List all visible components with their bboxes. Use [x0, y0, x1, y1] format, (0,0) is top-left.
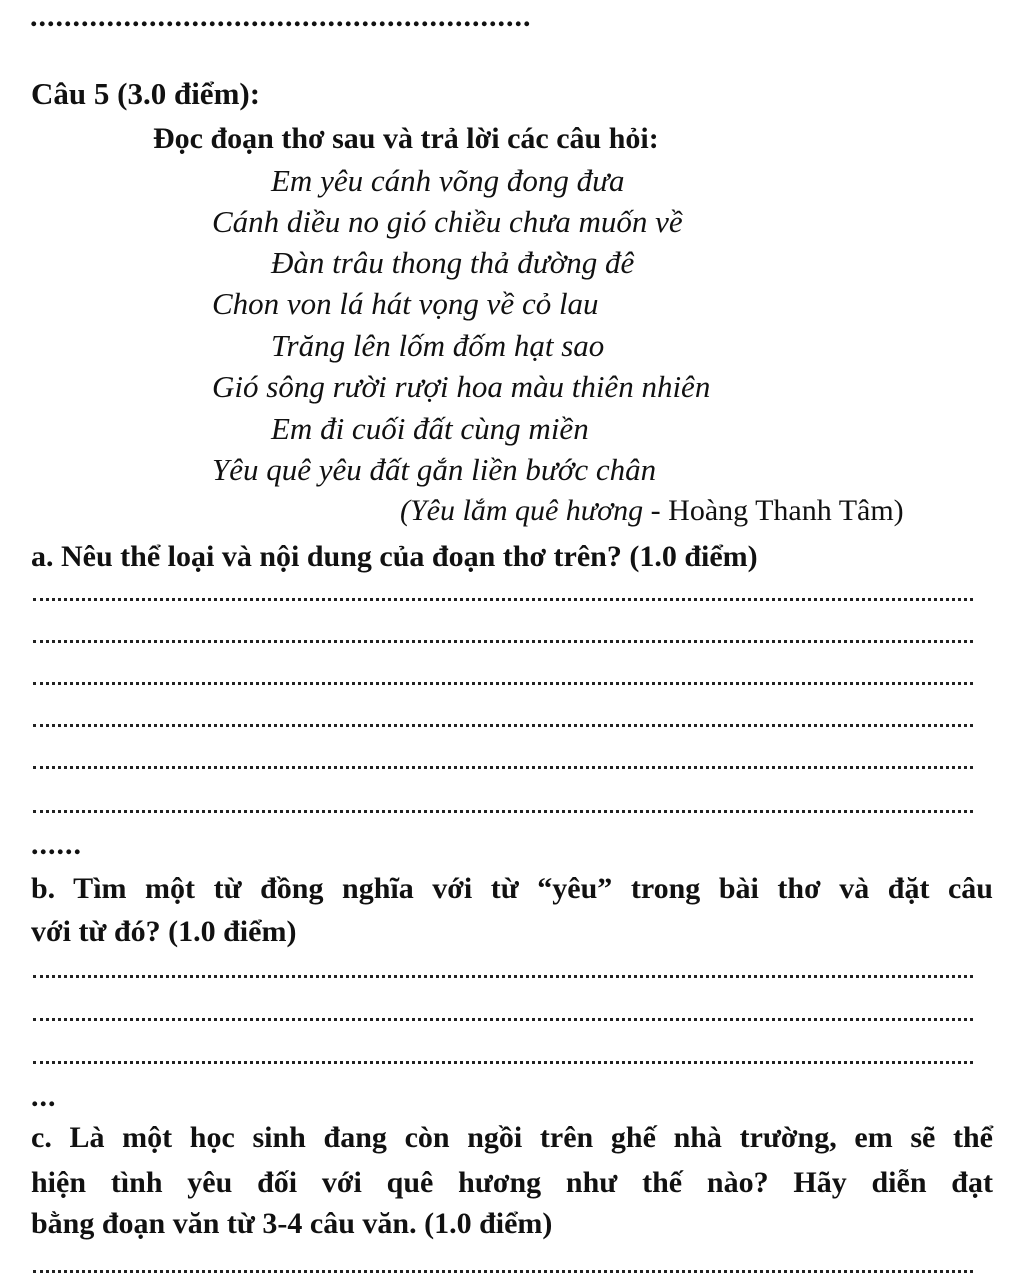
poem-line-7: Em đi cuối đất cùng miền: [271, 411, 589, 446]
answer-line-b3[interactable]: [33, 1061, 973, 1064]
poem-line-5: Trăng lên lốm đốm hạt sao: [271, 328, 605, 363]
part-c-question-line-1: c. Là một học sinh đang còn ngồi trên ghế nhà trường, em sẽ thể: [31, 1121, 993, 1154]
poem-line-1: Em yêu cánh võng đong đưa: [271, 163, 625, 198]
poem-line-3: Đàn trâu thong thả đường đê: [271, 245, 635, 280]
header-dots: ...........................................................: [30, 0, 532, 33]
poem-line-2: Cánh diều no gió chiều chưa muốn về: [212, 204, 683, 239]
answer-b-trailing-dots: ...: [31, 1080, 57, 1113]
part-a-question: a. Nêu thể loại và nội dung của đoạn thơ trên? (1.0 điểm): [31, 540, 758, 573]
poem-line-8: Yêu quê yêu đất gắn liền bước chân: [212, 452, 657, 487]
part-b-question-line-1: b. Tìm một từ đồng nghĩa với từ “yêu” trong bài thơ và đặt câu: [31, 872, 993, 905]
answer-line-a1[interactable]: [33, 598, 973, 601]
answer-line-a6[interactable]: [33, 810, 973, 813]
part-c-question-line-3: bằng đoạn văn từ 3-4 câu văn. (1.0 điểm): [31, 1207, 553, 1240]
answer-line-a2[interactable]: [33, 640, 973, 643]
part-b-question-line-2: với từ đó? (1.0 điểm): [31, 915, 297, 948]
poem-line-6: Gió sông rười rượi hoa màu thiên nhiên: [212, 369, 711, 404]
answer-line-b2[interactable]: [33, 1018, 973, 1021]
poem-source: [400, 494, 904, 528]
answer-line-a3[interactable]: [33, 682, 973, 685]
answer-line-b1[interactable]: [33, 975, 973, 978]
poem-source-title: (Yêu lắm quê hương -: [400, 494, 669, 527]
question-title: Câu 5 (3.0 điểm):: [31, 76, 261, 111]
answer-line-a5[interactable]: [33, 766, 973, 769]
poem-source-author: Hoàng Thanh Tâm): [668, 494, 904, 527]
instruction: Đọc đoạn thơ sau và trả lời các câu hỏi:: [153, 122, 659, 155]
answer-line-c1[interactable]: [33, 1270, 973, 1273]
answer-line-a4[interactable]: [33, 724, 973, 727]
poem-line-4: Chon von lá hát vọng về cỏ lau: [212, 286, 599, 321]
part-c-question-line-2: hiện tình yêu đối với quê hương như thế nào? Hãy diễn đạt: [31, 1166, 993, 1199]
answer-a-trailing-dots: ......: [31, 828, 82, 861]
